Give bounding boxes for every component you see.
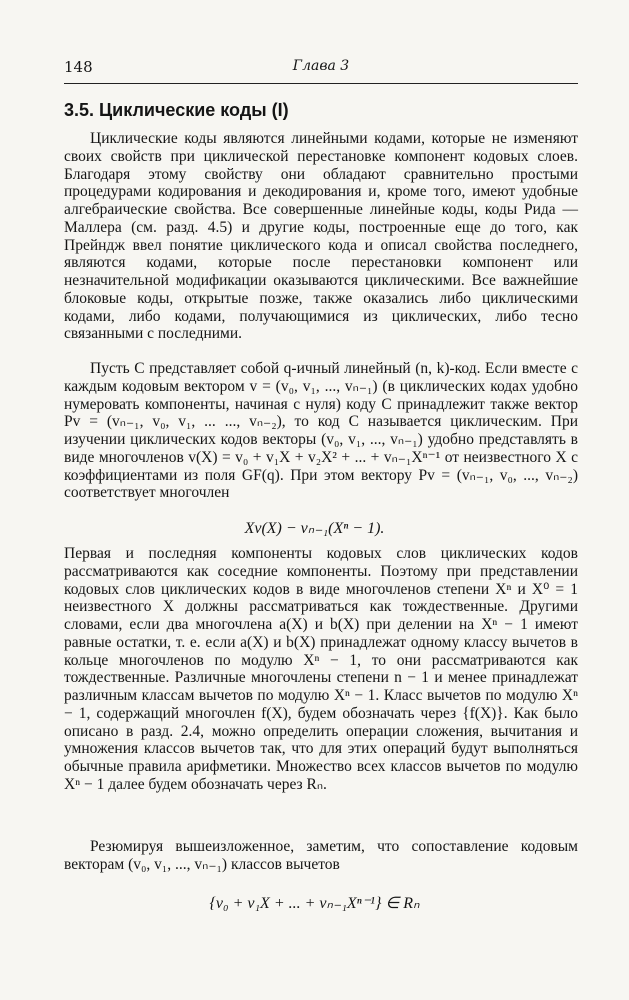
- page-header: [64, 58, 578, 80]
- paragraph-text: Пусть C представляет собой q-ичный линейный (n, k)-код. Если вместе с каждым кодовым вектором v = (v₀, v₁, ..., vₙ₋₁) (в циклических кодах удобно нумеровать компоненты, начиная с нуля) коду C принадлежит также вектор Pv = (vₙ₋₁, v₀, v₁, ... ..., vₙ₋₂), то код C называется циклическим. При изучении циклических кодов векторы (v₀, v₁, ..., vₙ₋₁) удобно представлять в виде многочленов v(X) = v₀ + v₁X + v₂X² + ... + vₙ₋₁Xⁿ⁻¹ от неизвестного X с коэффициентами из поля GF(q). При этом вектору Pv = (vₙ₋₁, v₀, ..., vₙ₋₂) соответствует многочлен: [64, 360, 578, 502]
- paragraph-1: [64, 130, 578, 343]
- header-rule: [64, 83, 578, 84]
- formula-shift: Xv(X) − vₙ₋₁(Xⁿ − 1).: [244, 520, 385, 537]
- page-number: 148: [64, 58, 93, 76]
- paragraph-2: [64, 360, 578, 502]
- section-heading: 3.5. Циклические коды (I): [64, 100, 289, 120]
- paragraph-3: [64, 545, 578, 794]
- running-title: Глава 3: [292, 58, 350, 74]
- paragraph-text: Циклические коды являются линейными кодами, которые не изменяют своих свойств при циклической перестановке компонент кодовых слоев. Благодаря этому свойству они обладают сравнительно простыми процедурами кодирования и декодирования и, кроме того, имеют удобные алгебраические свойства. Все совершенные линейные коды, коды Рида — Маллера (см. разд. 4.5) и другие коды, построенные еще до того, как Прейндж ввел понятие циклического кода и описал свойства последнего, являются кодами, которые после перестановки компонент или незначительной модификации оказываются циклическими. Все важнейшие блоковые коды, открытые позже, также оказались либо циклическими кодами, либо кодами, получающимися из циклических, либо тесно связанными с последними.: [64, 130, 578, 343]
- paragraph-4: [64, 838, 578, 874]
- formula-residue-class: {v₀ + v₁X + ... + vₙ₋₁Xⁿ⁻¹} ∈ Rₙ: [209, 895, 420, 912]
- paragraph-text: Резюмируя вышеизложенное, заметим, что сопоставление кодовым векторам (v₀, v₁, ..., vₙ₋₁) классов вычетов: [64, 838, 578, 873]
- paragraph-text: Первая и последняя компоненты кодовых слов циклических кодов рассматриваются как соседние компоненты. Поэтому при представлении кодовых слов циклических кодов в виде многочленов степени Xⁿ и X⁰ = 1 неизвестного X должны рассматриваться как тождественные. Другими словами, если два многочлена a(X) и b(X) при делении на Xⁿ − 1 имеют равные остатки, т. е. если a(X) и b(X) принадлежат одному классу вычетов в кольце многочленов по модулю Xⁿ − 1, то они рассматриваются как тождественные. Различные многочлены степени n − 1 и менее принадлежат различным классам вычетов по модулю Xⁿ − 1. Класс вычетов по модулю Xⁿ − 1, содержащий многочлен f(X), будем обозначать через {f(X)}. Как было описано в разд. 2.4, можно определить операции сложения, вычитания и умножения классов вычетов так, что для этих операций будут выполняться обычные правила арифметики. Множество всех классов вычетов по модулю Xⁿ − 1 далее будем обозначать через Rₙ.: [64, 545, 578, 793]
